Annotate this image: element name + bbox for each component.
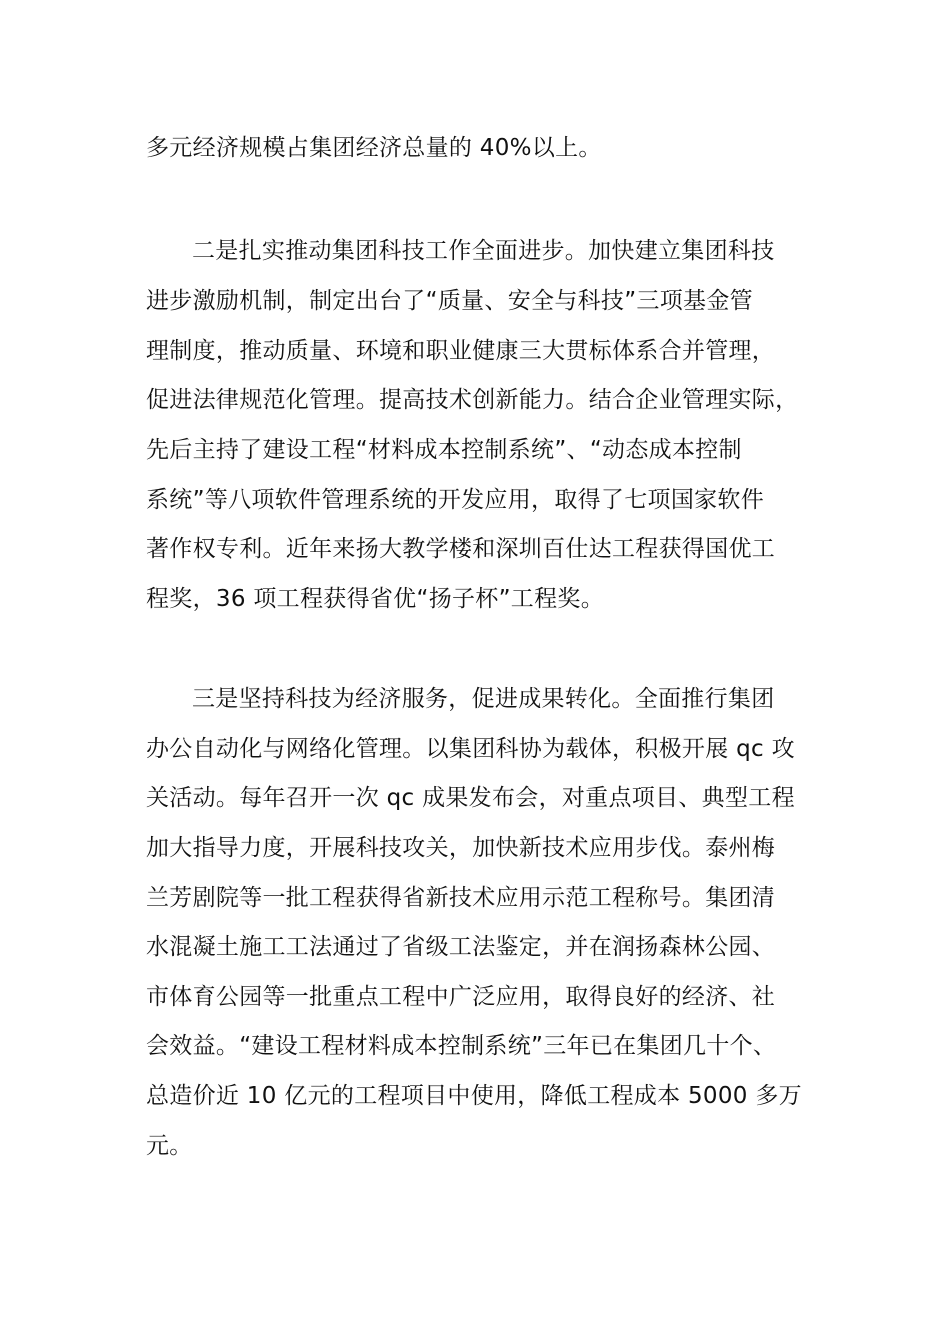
- paragraph-2-line-8: 程奖，36 项工程获得省优“扬子杯”工程奖。: [146, 586, 605, 612]
- paragraph-2-line-2: 进步激励机制，制定出台了“质量、安全与科技”三项基金管: [146, 288, 753, 314]
- paragraph-2-line-3: 理制度，推动质量、环境和职业健康三大贯标体系合并管理，: [146, 338, 776, 364]
- paragraph-3-line-3: 关活动。每年召开一次 qc 成果发布会，对重点项目、典型工程: [146, 785, 795, 811]
- paragraph-3-line-4: 加大指导力度，开展科技攻关，加快新技术应用步伐。泰州梅: [146, 835, 776, 861]
- paragraph-2-line-5: 先后主持了建设工程“材料成本控制系统”、“动态成本控制: [146, 437, 742, 463]
- paragraph-3-line-5: 兰芳剧院等一批工程获得省新技术应用示范工程称号。集团清: [146, 885, 776, 911]
- paragraph-3-line-10: 元。: [146, 1133, 193, 1159]
- paragraph-3-line-8: 会效益。“建设工程材料成本控制系统”三年已在集团几十个、: [146, 1033, 777, 1059]
- paragraph-3-line-6: 水混凝土施工工法通过了省级工法鉴定，并在润扬森林公园、: [146, 934, 776, 960]
- paragraph-2-line-1: 二是扎实推动集团科技工作全面进步。加快建立集团科技: [192, 238, 775, 264]
- paragraph-3-line-2: 办公自动化与网络化管理。以集团科协为载体，积极开展 qc 攻: [146, 736, 795, 762]
- paragraph-2-line-7: 著作权专利。近年来扬大教学楼和深圳百仕达工程获得国优工: [146, 536, 776, 562]
- paragraph-1-line-1: 多元经济规模占集团经济总量的 40%以上。: [146, 135, 602, 161]
- paragraph-2-line-4: 促进法律规范化管理。提高技术创新能力。结合企业管理实际，: [146, 387, 799, 413]
- paragraph-2-line-6: 系统”等八项软件管理系统的开发应用，取得了七项国家软件: [146, 487, 765, 513]
- paragraph-3-line-7: 市体育公园等一批重点工程中广泛应用，取得良好的经济、社: [146, 984, 776, 1010]
- paragraph-3-line-1: 三是坚持科技为经济服务，促进成果转化。全面推行集团: [192, 686, 775, 712]
- paragraph-3-line-9: 总造价近 10 亿元的工程项目中使用，降低工程成本 5000 多万: [146, 1083, 802, 1109]
